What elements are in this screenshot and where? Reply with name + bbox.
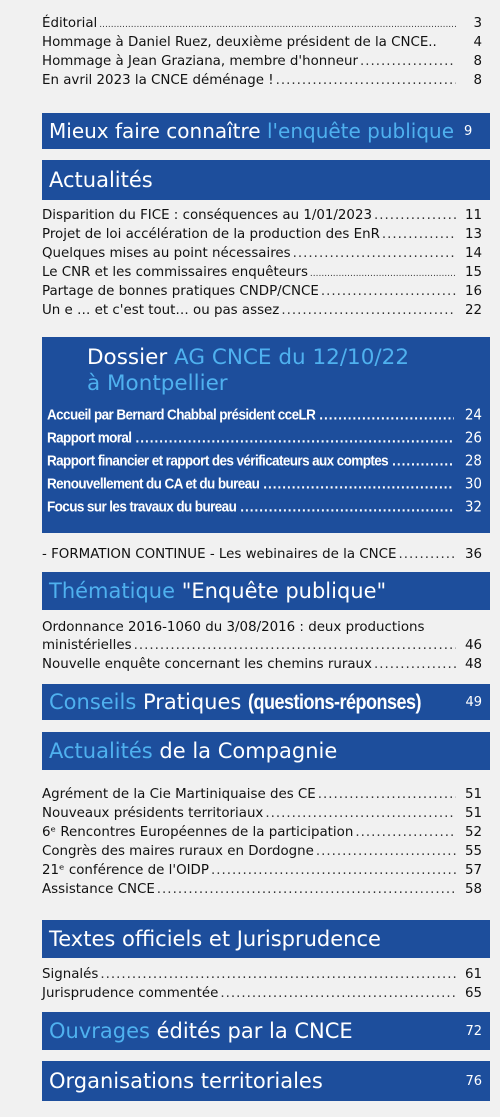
toc-entry-hommage-graziana[interactable]: [42, 52, 482, 71]
entry-page: 46: [464, 638, 482, 653]
entry-title: Quelques mises au point nécessaires: [42, 246, 291, 261]
banner-title-condensed: (questions-réponses): [248, 689, 422, 714]
entry-title: En avril 2023 la CNCE déménage !: [42, 73, 274, 88]
entry-title: Accueil par Bernard Chabbal président cceLR: [47, 406, 316, 423]
entry-title: Le CNR et les commissaires enquêteurs: [42, 265, 308, 280]
entry-title: Signalés: [42, 967, 99, 982]
section-banner-compagnie: [42, 732, 490, 770]
section-banner-textes: [42, 920, 490, 958]
entry-page: 8: [473, 54, 482, 69]
entry-title: Nouvelle enquête concernant les chemins ruraux: [42, 657, 372, 672]
entry-title: Congrès des maires ruraux en Dordogne: [42, 844, 314, 859]
entry-title: Un e … et c'est tout… ou pas assez: [42, 303, 280, 318]
toc-entry[interactable]: [42, 206, 482, 225]
compagnie-list: [42, 785, 482, 899]
toc-entry[interactable]: [42, 301, 482, 320]
entry-page: 30: [464, 475, 482, 494]
entry-page: 58: [464, 882, 482, 897]
entry-page: 15: [464, 265, 482, 280]
toc-entry-chemins[interactable]: [42, 655, 482, 674]
toc-entry-formation[interactable]: [42, 545, 482, 564]
entry-page: 65: [464, 986, 482, 1001]
toc-entry[interactable]: [42, 861, 482, 880]
entry-title: Jurisprudence commentée: [42, 986, 219, 1001]
entry-page: 16: [464, 284, 482, 299]
banner-title-dark: Pratiques: [142, 690, 249, 714]
entry-title: Partage de bonnes pratiques CNDP/CNCE: [42, 284, 319, 299]
banner-title-dark: "Enquête publique": [181, 579, 387, 603]
banner-title-dark: de la Compagnie: [159, 739, 338, 763]
toc-entry[interactable]: [42, 263, 482, 282]
banner-title-light: Thématique: [49, 579, 182, 603]
dossier-title: [47, 345, 482, 371]
toc-entry-hommage-ruez[interactable]: [42, 33, 482, 52]
entry-title: Rapport financier et rapport des vérificateurs aux comptes: [47, 452, 389, 469]
toc-entry[interactable]: [42, 282, 482, 301]
dossier-entry[interactable]: [47, 448, 482, 474]
entry-page: 24: [464, 406, 482, 425]
textes-list: [42, 965, 482, 1003]
dossier-list: [47, 403, 482, 518]
dossier-title-dark: Dossier: [87, 345, 174, 370]
banner-title: Actualités: [49, 168, 153, 192]
section-banner-conseils[interactable]: [42, 684, 490, 720]
banner-title-light: l'enquête publique: [266, 119, 455, 143]
banner-title-light: Ouvrages: [49, 1019, 157, 1043]
entry-page: 52: [464, 825, 482, 840]
entry-page: 4: [473, 35, 482, 50]
entry-page: 14: [464, 246, 482, 261]
entry-page: 28: [464, 452, 482, 471]
toc-entry[interactable]: [42, 984, 482, 1003]
toc-entry[interactable]: [42, 225, 482, 244]
entry-title: Disparition du FICE : conséquences au 1/01/2023: [42, 208, 372, 223]
entry-page: 36: [464, 547, 482, 562]
thematique-list: [42, 619, 482, 674]
toc-entry[interactable]: [42, 880, 482, 899]
entry-title: Assistance CNCE: [42, 882, 155, 897]
entry-page: 3: [473, 16, 482, 31]
dossier-entry[interactable]: [47, 425, 482, 451]
banner-title-light: Actualités: [49, 739, 160, 763]
actualites-list: [42, 206, 482, 320]
entry-title: Focus sur les travaux du bureau: [47, 498, 237, 515]
entry-title: 6ᵉ Rencontres Européennes de la participation: [42, 825, 354, 840]
section-banner-actualites: [42, 160, 490, 200]
entry-title: Renouvellement du CA et du bureau: [47, 475, 260, 492]
section-banner-organisations[interactable]: [42, 1061, 490, 1101]
dossier-entry[interactable]: [47, 494, 482, 520]
entry-title: Rapport moral: [47, 429, 132, 446]
toc-entry[interactable]: [42, 965, 482, 984]
intro-list: [42, 14, 482, 90]
entry-page: 57: [464, 863, 482, 878]
dossier-title-light: AG CNCE du 12/10/22: [174, 345, 410, 370]
banner-title-light: Conseils: [49, 690, 143, 714]
entry-page: 48: [464, 657, 482, 672]
entry-title: Éditorial: [42, 16, 98, 31]
dossier-entry[interactable]: [47, 402, 482, 428]
entry-page: 32: [464, 498, 482, 517]
entry-page: 55: [464, 844, 482, 859]
banner-title: Organisations territoriales: [49, 1069, 323, 1093]
entry-page: 61: [464, 967, 482, 982]
entry-title-line2: ministérielles: [42, 638, 132, 653]
entry-page: 26: [464, 429, 482, 448]
entry-title: Projet de loi accélération de la production des EnR: [42, 227, 380, 242]
toc-entry-ordonnance[interactable]: [42, 619, 482, 655]
banner-title-dark: édités par la CNCE: [156, 1019, 353, 1043]
banner-page: 76: [465, 1073, 482, 1089]
entry-page: 8: [473, 73, 482, 88]
toc-entry[interactable]: [42, 842, 482, 861]
entry-title: Nouveaux présidents territoriaux: [42, 806, 264, 821]
entry-title: 21ᵉ conférence de l'OIDP: [42, 863, 209, 878]
dossier-box: [42, 337, 490, 533]
banner-page: 49: [465, 694, 482, 710]
entry-page: 22: [464, 303, 482, 318]
section-banner-thematique: [42, 572, 490, 610]
entry-title: Agrément de la Cie Martiniquaise des CE: [42, 787, 316, 802]
entry-page: 11: [464, 208, 482, 223]
entry-page: 13: [464, 227, 482, 242]
toc-entry[interactable]: [42, 804, 482, 823]
toc-entry[interactable]: [42, 823, 482, 842]
toc-entry-demenage[interactable]: [42, 71, 482, 90]
toc-entry[interactable]: [42, 244, 482, 263]
section-banner-ouvrages[interactable]: [42, 1012, 490, 1050]
banner-page: 72: [465, 1023, 482, 1039]
entry-title: Hommage à Jean Graziana, membre d'honneur: [42, 54, 358, 69]
section-banner-mieux-faire[interactable]: [42, 113, 490, 149]
toc-entry-editorial[interactable]: [42, 14, 482, 33]
banner-title: Textes officiels et Jurisprudence: [49, 927, 381, 951]
banner-title-dark: Mieux faire connaître: [49, 119, 267, 143]
entry-title: Hommage à Daniel Ruez, deuxième président de la CNCE..: [42, 35, 437, 50]
dossier-entry[interactable]: [47, 471, 482, 497]
entry-page: 51: [464, 806, 482, 821]
entry-title: - FORMATION CONTINUE - Les webinaires de la CNCE: [42, 547, 397, 562]
banner-page: 9: [464, 123, 473, 139]
dossier-title-location: à Montpellier: [87, 371, 228, 396]
entry-page: 51: [464, 787, 482, 802]
entry-title-line1: Ordonnance 2016-1060 du 3/08/2016 : deux productions: [42, 620, 425, 635]
toc-entry[interactable]: [42, 785, 482, 804]
